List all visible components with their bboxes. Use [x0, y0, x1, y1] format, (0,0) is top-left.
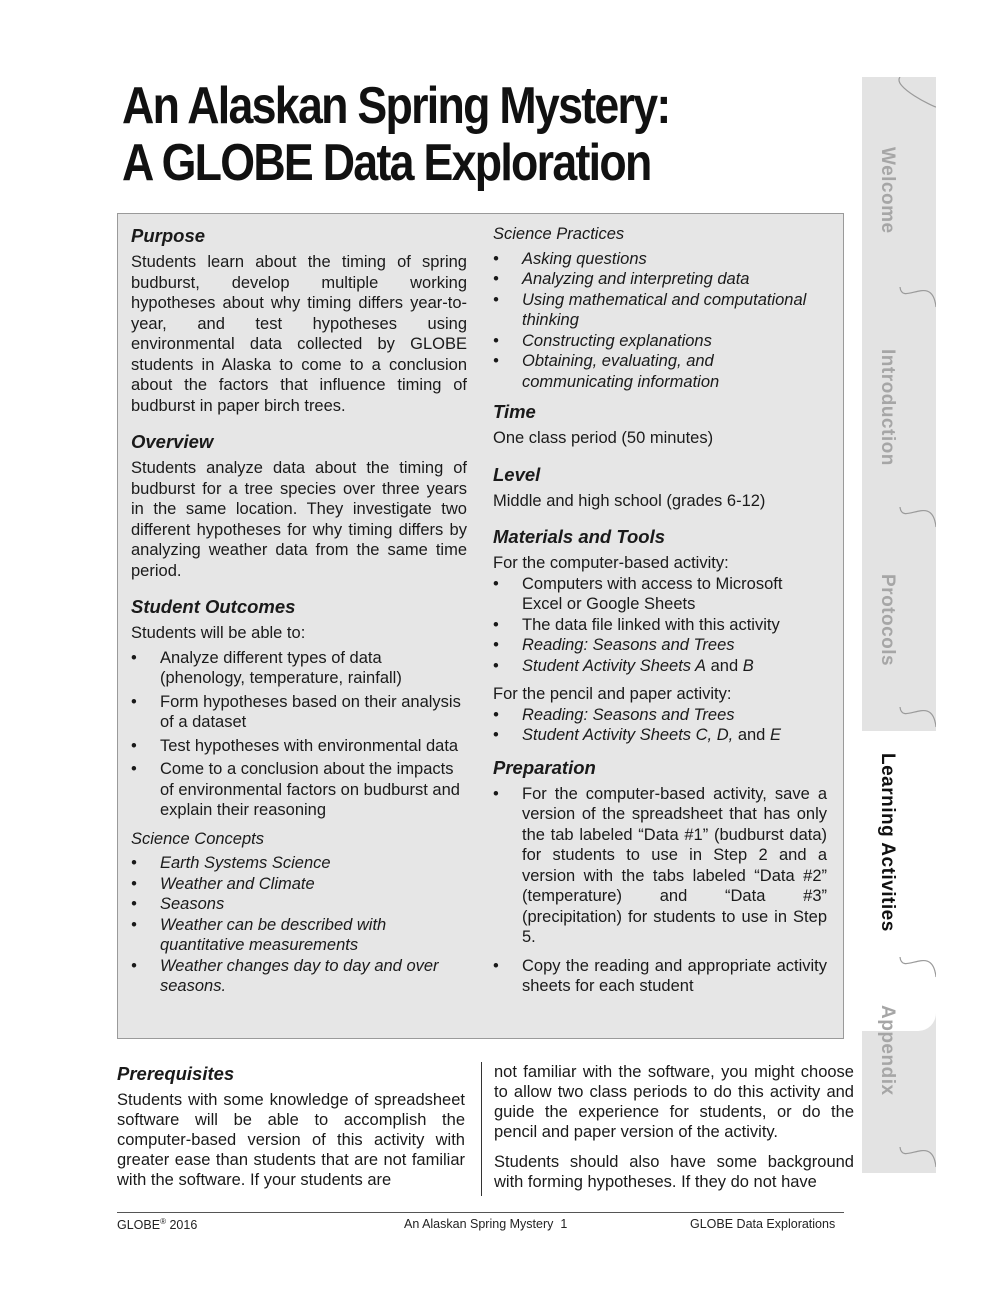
list-item: • Analyzing and interpreting data — [493, 269, 827, 290]
concepts-heading: Science Concepts — [131, 829, 264, 848]
footer-left — [117, 1217, 197, 1232]
practices-heading: Science Practices — [493, 225, 625, 243]
tab-divider — [900, 1147, 936, 1167]
prerequisites-heading: Prerequisites — [117, 1063, 235, 1084]
tab-protocols[interactable]: Protocols — [877, 574, 898, 667]
preparation-heading: Preparation — [493, 756, 596, 778]
list-item: • Reading: Seasons and Trees — [493, 635, 827, 656]
list-item: • Come to a conclusion about the impacts of environmental factors on budburst and explain their reasoning — [131, 759, 467, 821]
prerequisites-text-right-2: Students should also have some background with forming hypotheses. If they do not have — [494, 1153, 854, 1191]
list-item: • Obtaining, evaluating, and communicating information — [493, 351, 827, 392]
level-section — [493, 463, 827, 512]
purpose-text: Students learn about the timing of spring budburst, develop multiple working hypotheses about why timing differs year-to-year, and test hypotheses using environmental data collected by GLOBE students in Alaska to come to a conclusion about the factors that influence timing of budburst in paper birch trees. — [131, 253, 467, 415]
prerequisites-left-column — [117, 1062, 465, 1200]
tab-appendix[interactable]: Appendix — [877, 1005, 898, 1096]
tab-divider — [900, 957, 936, 977]
list-item: • Test hypotheses with environmental data — [131, 736, 467, 757]
prerequisites-right-column — [494, 1062, 854, 1202]
list-item: • Analyze different types of data (phenology, temperature, rainfall) — [131, 648, 467, 689]
list-item — [493, 656, 827, 677]
item-italic: Student Activity Sheets C, D, — [522, 726, 734, 744]
list-item: • Reading: Seasons and Trees — [493, 705, 827, 726]
item-italic: E — [769, 726, 781, 744]
time-text: One class period (50 minutes) — [493, 429, 714, 447]
outcomes-section — [131, 595, 467, 997]
list-item: • Weather changes day to day and over seasons. — [131, 956, 467, 997]
tab-divider — [900, 287, 936, 307]
purpose-section — [131, 224, 467, 416]
footer-year: 2016 — [165, 1218, 198, 1233]
time-section — [493, 400, 827, 449]
list-item: • Copy the reading and appropriate activity sheets for each student — [493, 956, 827, 997]
footer-right: GLOBE Data Explorations — [690, 1217, 836, 1231]
materials-paper-intro: For the pencil and paper activity: — [493, 685, 732, 703]
preparation-list — [493, 784, 827, 997]
list-item: • Weather can be described with quantitative measurements — [131, 915, 467, 956]
list-item: • Computers with access to Microsoft Excel or Google Sheets — [493, 574, 827, 615]
list-item: • The data file linked with this activity — [493, 615, 827, 636]
list-item — [493, 725, 827, 746]
section-tabs — [862, 77, 936, 1173]
materials-section — [493, 525, 827, 746]
title-line-1: An Alaskan Spring Mystery: — [122, 77, 670, 135]
level-heading: Level — [493, 463, 541, 485]
purpose-heading: Purpose — [131, 225, 206, 246]
list-item: • Asking questions — [493, 249, 827, 270]
footer-doc-title: An Alaskan Spring Mystery — [404, 1217, 554, 1231]
list-item: • Weather and Climate — [131, 874, 467, 895]
tab-welcome[interactable]: Welcome — [877, 147, 898, 234]
tab-learning-activities[interactable]: Learning Activities — [877, 753, 898, 932]
summary-left-column — [131, 224, 467, 1005]
item-italic: Student Activity Sheets A — [522, 656, 707, 675]
tab-introduction[interactable]: Introduction — [877, 349, 898, 466]
column-divider — [481, 1062, 482, 1196]
concepts-list — [131, 853, 467, 997]
list-item: • Using mathematical and computational thinking — [493, 290, 827, 331]
overview-text: Students analyze data about the timing of budburst for a tree species over three years in the same location. They investigate two different hypotheses for why timing differs by analyzing weather data from the same time period. — [131, 459, 467, 580]
prerequisites-text-right-1: not familiar with the software, you might choose to allow two class periods to do this activity and guide the experience for students, or do the pencil and paper version of the activity. — [494, 1063, 854, 1141]
overview-section — [131, 430, 467, 581]
summary-right-column — [493, 224, 827, 1005]
materials-computer-list — [493, 574, 827, 677]
outcomes-intro: Students will be able to: — [131, 624, 306, 642]
tab-dividers — [862, 77, 936, 1173]
overview-heading: Overview — [131, 431, 214, 452]
item-and: and — [733, 726, 770, 744]
materials-paper-list — [493, 705, 827, 746]
list-item: • Form hypotheses based on their analysis of a dataset — [131, 692, 467, 733]
footer-center — [404, 1217, 567, 1231]
list-item: • For the computer-based activity, save a version of the spreadsheet that has only the tab labeled “Data #1” (budburst data) for students to use in Step 2 and a version with the tabs labeled “Data #2” (temperature) and “Data #3” (precipitation) for students to use in Step 5. — [493, 784, 827, 948]
tab-divider — [900, 707, 936, 727]
title-line-2: A GLOBE Data Exploration — [122, 134, 651, 192]
materials-computer-intro: For the computer-based activity: — [493, 554, 729, 572]
footer-org: GLOBE — [117, 1218, 161, 1233]
item-italic: B — [742, 656, 754, 675]
prerequisites-text-left: Students with some knowledge of spreadsheet software will be able to accomplish the computer-based version of this activity with greater ease than students that are not familiar with the software. If your students are — [117, 1091, 465, 1189]
page-title — [122, 78, 741, 192]
list-item: • Constructing explanations — [493, 331, 827, 352]
materials-heading: Materials and Tools — [493, 526, 666, 547]
preparation-section — [493, 756, 827, 997]
list-item: • Seasons — [131, 894, 467, 915]
tab-divider — [900, 507, 936, 527]
outcomes-heading: Student Outcomes — [131, 596, 296, 617]
time-heading: Time — [493, 401, 536, 422]
list-item: • Earth Systems Science — [131, 853, 467, 874]
outcomes-list — [131, 648, 467, 821]
footer-rule — [117, 1212, 844, 1213]
page-number: 1 — [560, 1217, 568, 1231]
level-text: Middle and high school (grades 6-12) — [493, 491, 766, 510]
practices-list — [493, 249, 827, 393]
item-and: and — [706, 656, 743, 675]
footer-registered-mark: ® — [160, 1217, 166, 1226]
